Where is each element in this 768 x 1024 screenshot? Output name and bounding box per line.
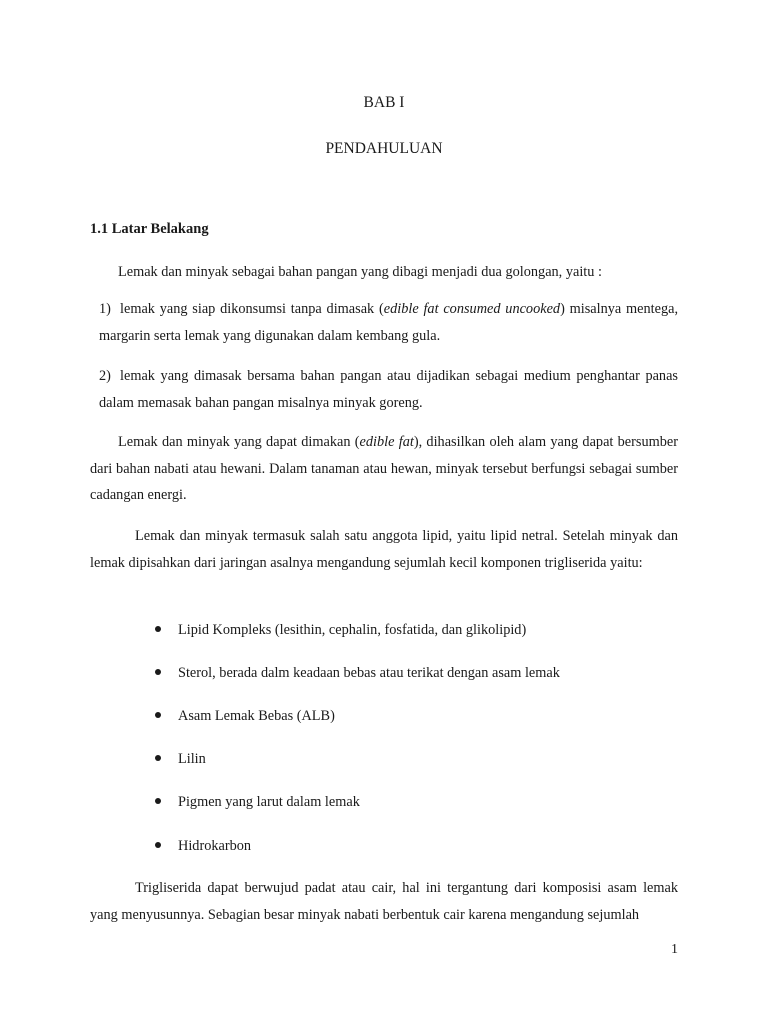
bullet-dot-icon	[155, 712, 161, 718]
bullet-item: Pigmen yang larut dalam lemak	[155, 789, 360, 815]
bullet-item: Hidrokarbon	[155, 833, 251, 859]
list-item-1-number: 1)	[99, 301, 111, 317]
bullet-dot-icon	[155, 755, 161, 761]
paragraph-edible-fat	[90, 429, 678, 509]
bullet-item: Lipid Kompleks (lesithin, cephalin, fosfatida, dan glikolipid)	[155, 617, 526, 643]
bullet-dot-icon	[155, 798, 161, 804]
chapter-label: BAB I	[363, 94, 405, 111]
chapter-title: PENDAHULUAN	[325, 140, 443, 157]
paragraph-edible-fat-start: Lemak dan minyak yang dapat dimakan (	[118, 434, 360, 450]
list-item-1-text-start: lemak yang siap dikonsumsi tanpa dimasak (	[120, 301, 384, 317]
list-item-1-text-end: ) misalnya mentega, margarin serta lemak yang digunakan dalam kembang gula.	[99, 301, 679, 344]
bullet-dot-icon	[155, 669, 161, 675]
paragraph-edible-fat-end: ), dihasilkan oleh alam yang dapat bersumber dari bahan nabati atau hewani. Dalam tanaman atau hewan, minyak tersebut berfungsi sebagai sumber cadangan energi.	[90, 434, 678, 503]
paragraph-trigliserida: Trigliserida dapat berwujud padat atau cair, hal ini tergantung dari komposisi asam lemak yang menyusunnya. Sebagian besar minyak nabati berbentuk cair karena mengandung sejumlah	[90, 880, 678, 923]
bullet-item: Lilin	[155, 746, 206, 772]
list-item-2	[99, 363, 678, 416]
bullet-dot-icon	[155, 842, 161, 848]
list-item-1-italic: edible fat consumed uncooked	[383, 301, 561, 317]
intro-paragraph: Lemak dan minyak sebagai bahan pangan yang dibagi menjadi dua golongan, yaitu :	[118, 264, 602, 280]
paragraph-edible-fat-italic: edible fat	[359, 434, 414, 450]
bullet-dot-icon	[155, 626, 161, 632]
list-item-2-number: 2)	[99, 368, 111, 384]
page-number: 1	[671, 942, 678, 957]
list-item-2-text: lemak yang dimasak bersama bahan pangan atau dijadikan sebagai medium penghantar panas dalam memasak bahan pangan misalnya minyak goreng.	[99, 368, 678, 411]
list-item-1	[99, 296, 678, 349]
section-heading: 1.1 Latar Belakang	[90, 221, 209, 237]
paragraph-lipid: Lemak dan minyak termasuk salah satu anggota lipid, yaitu lipid netral. Setelah minyak dan lemak dipisahkan dari jaringan asalnya mengandung sejumlah kecil komponen trigliserida yaitu:	[90, 528, 678, 571]
bullet-item: Sterol, berada dalm keadaan bebas atau terikat dengan asam lemak	[155, 660, 560, 686]
bullet-item: Asam Lemak Bebas (ALB)	[155, 703, 335, 729]
